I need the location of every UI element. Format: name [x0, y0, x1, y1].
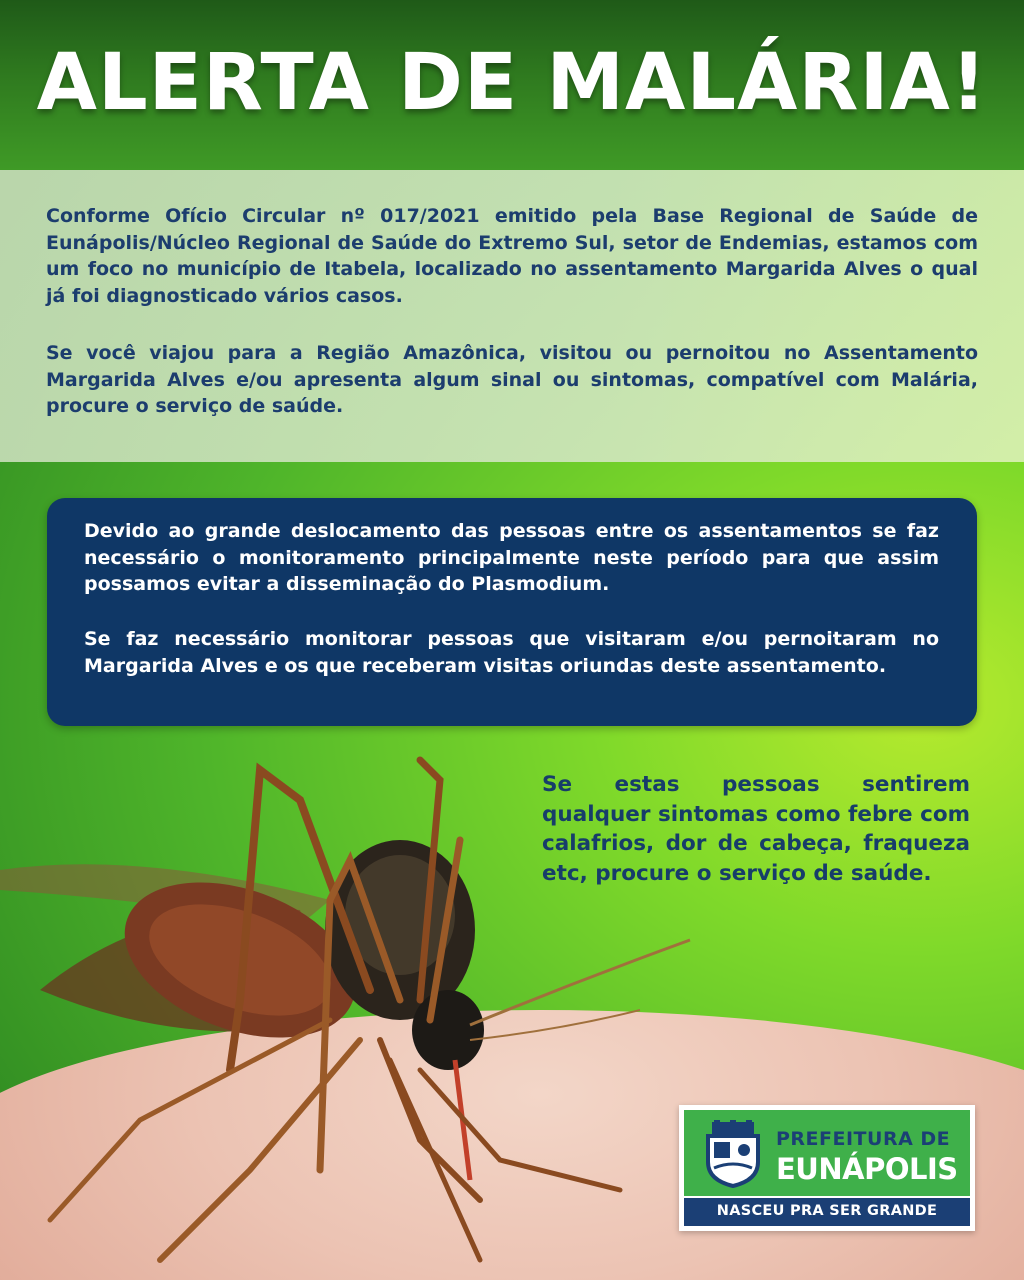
logo-line-1: PREFEITURA DE [776, 1128, 951, 1150]
intro-paragraph-1: Conforme Ofício Circular nº 017/2021 emitido pela Base Regional de Saúde de Eunápolis/Núcleo Regional de Saúde do Extremo Sul, setor de Endemias, estamos com um foco no município de Itabela, localizado no assentamento Margarida Alves o qual já foi diagnosticado vários casos. [46, 205, 978, 307]
logo-line-2: EUNÁPOLIS [776, 1152, 958, 1186]
notice-paragraph-1: Devido ao grande deslocamento das pessoas entre os assentamentos se faz necessário o monitoramento principalmente neste período para que assim possamos evitar a disseminação do Plasmodium. [84, 520, 939, 595]
logo-tagline-bar [684, 1198, 970, 1226]
intro-paragraph-2: Se você viajou para a Região Amazônica, visitou ou pernoitou no Assentamento Margarida Alves e/ou apresenta algum sinal ou sintomas, compatível com Malária, procure o serviço de saúde. [46, 342, 978, 417]
intro-panel [0, 170, 1024, 462]
prefeitura-logo [679, 1105, 975, 1231]
notice-paragraph-2: Se faz necessário monitorar pessoas que visitaram e/ou pernoitaram no Margarida Alves e os que receberam visitas oriundas deste assentamento. [84, 628, 939, 677]
logo-tagline: NASCEU PRA SER GRANDE [716, 1203, 938, 1219]
notice-box [47, 498, 977, 726]
poster-title: ALERTA DE MALÁRIA! [36, 38, 988, 128]
logo-green-panel [684, 1110, 970, 1196]
symptoms-text: Se estas pessoas sentirem qualquer sintomas como febre com calafrios, dor de cabeça, fraqueza etc, procure o serviço de saúde. [542, 772, 970, 886]
municipal-crest-icon [702, 1120, 764, 1188]
